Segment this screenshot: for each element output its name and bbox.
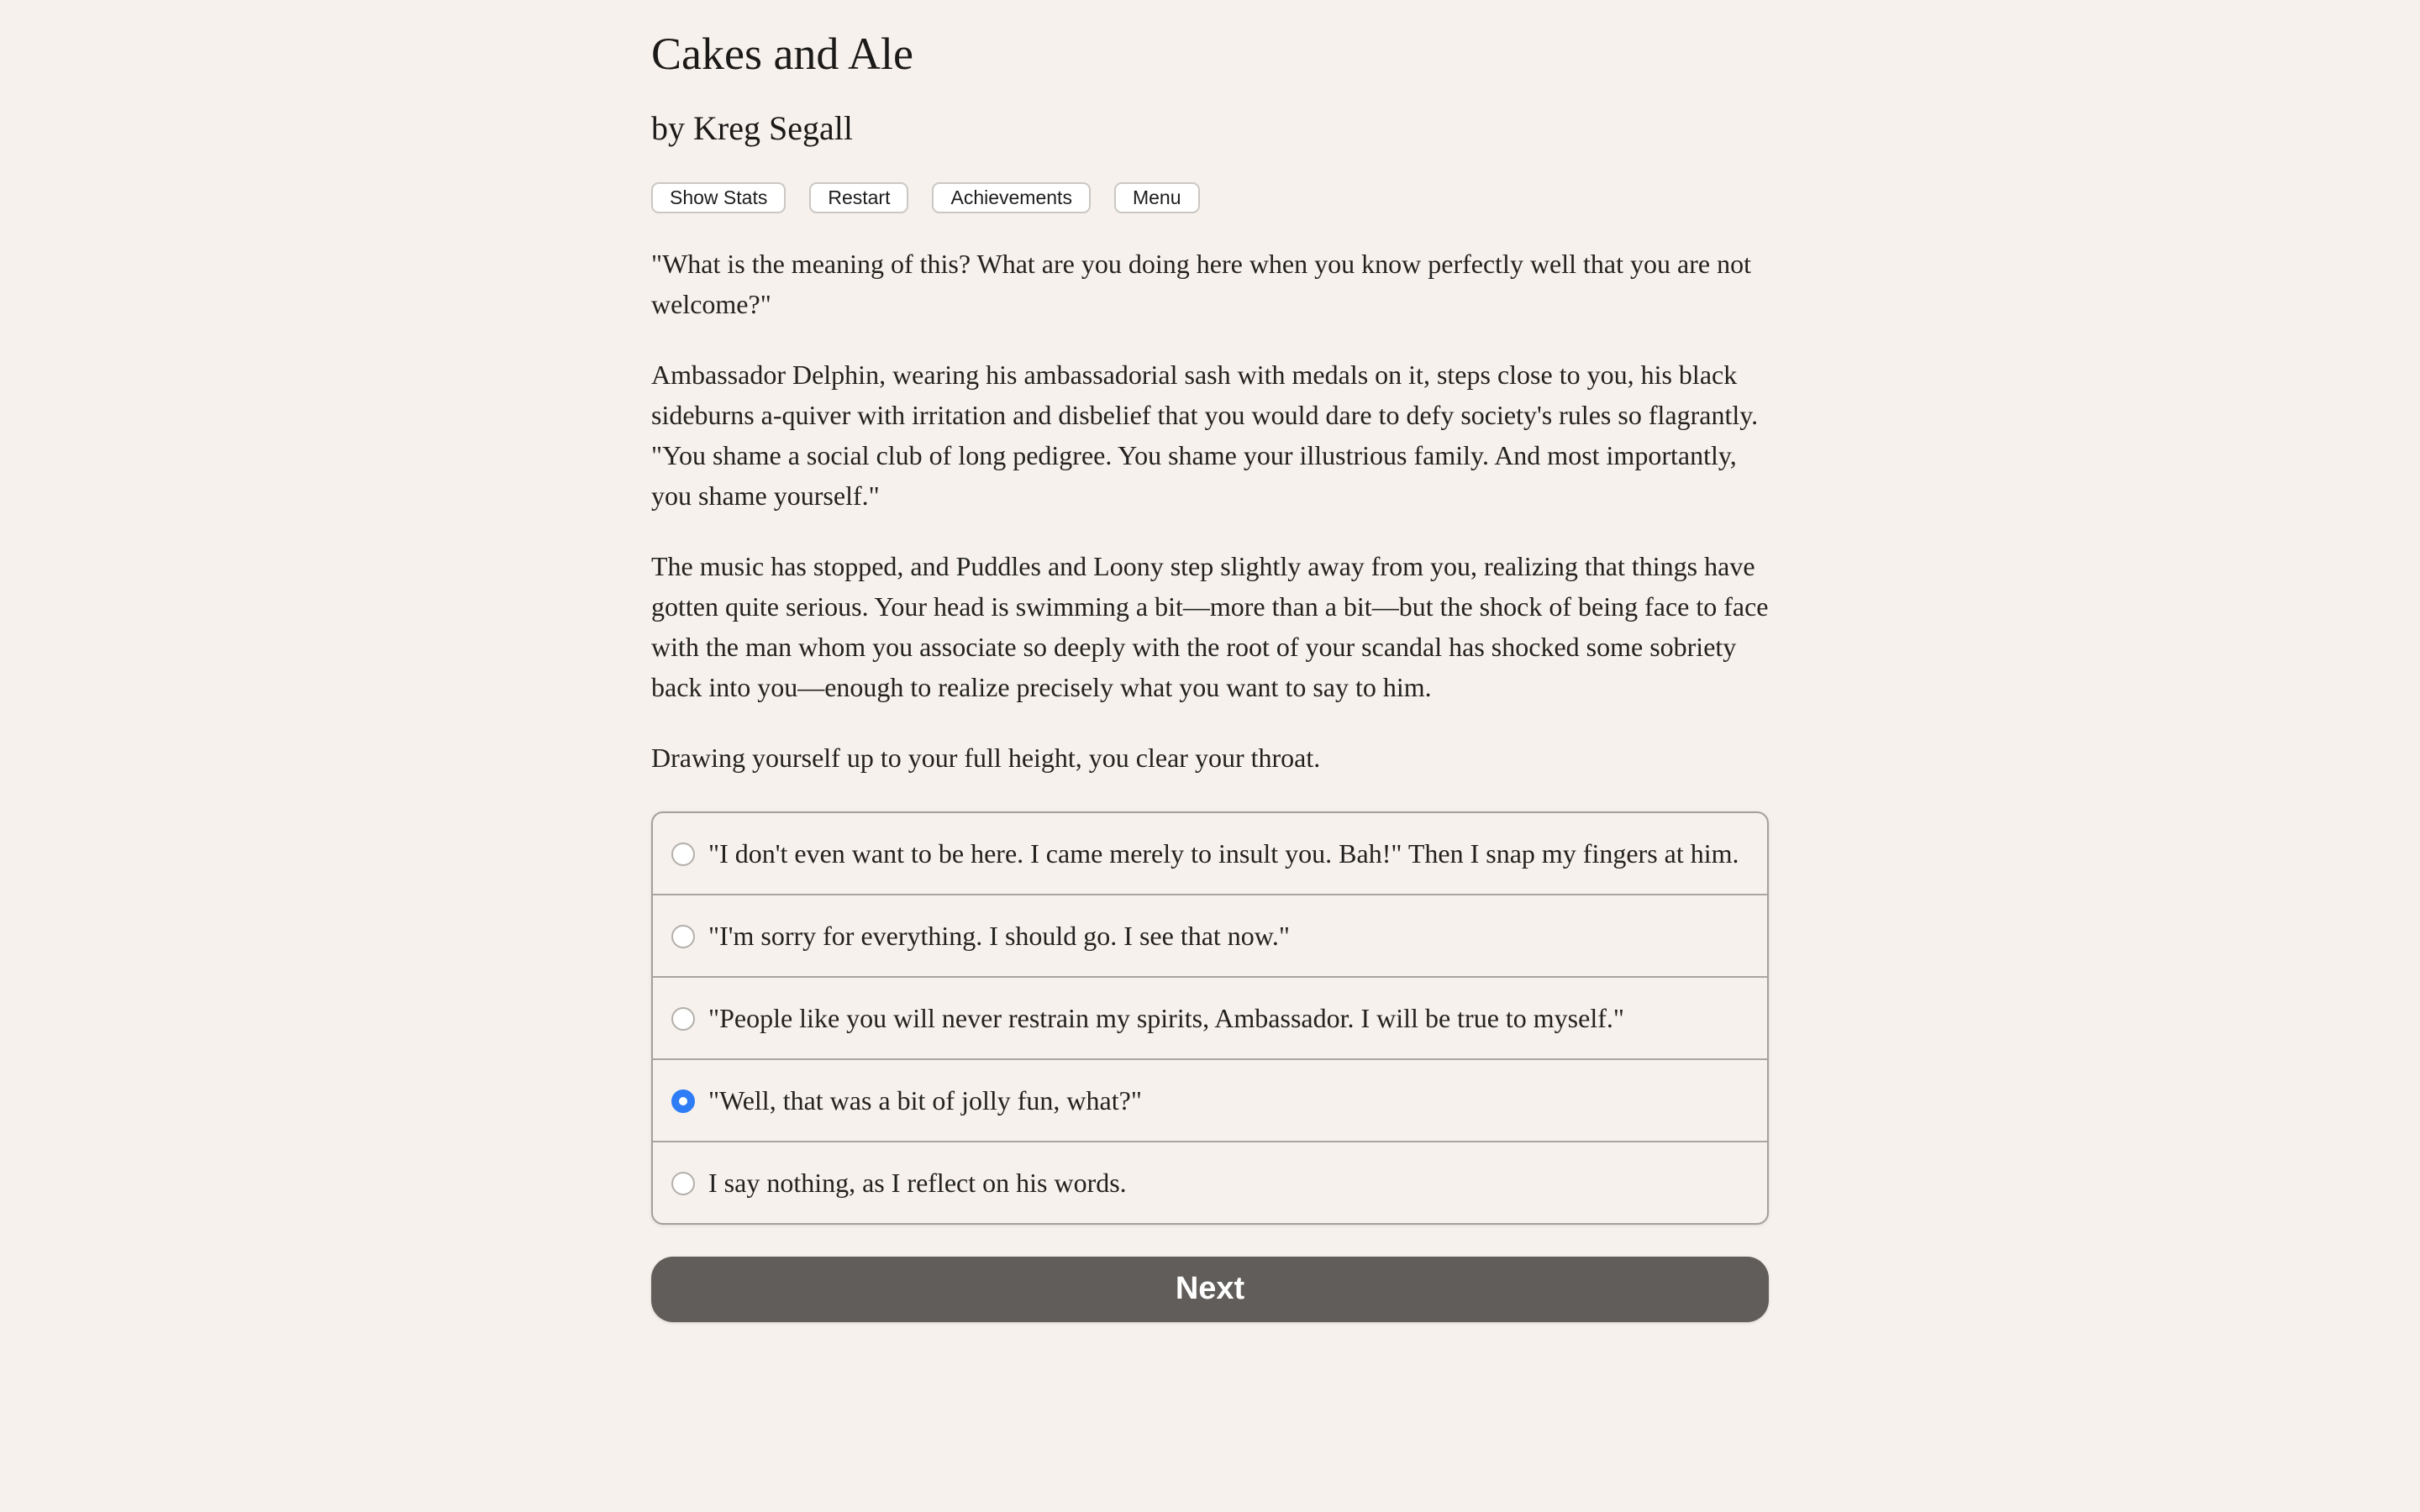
author-byline: by Kreg Segall (651, 108, 853, 147)
choice-option-label: "Well, that was a bit of jolly fun, what?" (708, 1084, 1142, 1116)
choice-option[interactable] (653, 894, 1767, 976)
radio-button[interactable] (671, 1089, 695, 1113)
choice-option-label: I say nothing, as I reflect on his words. (708, 1167, 1127, 1198)
choice-option[interactable] (653, 976, 1767, 1058)
menu-button[interactable]: Menu (1114, 182, 1200, 213)
story-column (651, 0, 1769, 1322)
story-paragraph: The music has stopped, and Puddles and Loony step slightly away from you, realizing that things have gotten quite serious. Your head is swimming a bit—more than a bit—but the shock of being face to face with the man whom you associate so deeply with the root of your scandal has shocked some sobriety back into you—enough to realize precisely what you want to say to him. (651, 550, 1769, 702)
story-paragraph: Ambassador Delphin, wearing his ambassadorial sash with medals on it, steps close to you, his black sideburns a-quiver with irritation and disbelief that you would dare to defy society's rules so flagrantly. "You shame a social club of long pedigree. You shame your illustrious family. And most importantly, you shame yourself." (651, 359, 1759, 511)
story-paragraph: Drawing yourself up to your full height, you clear your throat. (651, 742, 1321, 773)
choice-option[interactable] (653, 1058, 1767, 1141)
radio-button[interactable] (671, 1172, 695, 1195)
radio-button[interactable] (671, 1007, 695, 1031)
radio-button[interactable] (671, 925, 695, 948)
next-button[interactable]: Next (651, 1257, 1769, 1322)
game-title: Cakes and Ale (651, 29, 913, 79)
radio-button[interactable] (671, 843, 695, 866)
toolbar (651, 182, 1769, 213)
choice-option-label: "I don't even want to be here. I came merely to insult you. Bah!" Then I snap my fingers at him. (708, 837, 1739, 869)
story-paragraph: "What is the meaning of this? What are you doing here when you know perfectly well that you are not welcome?" (651, 248, 1751, 319)
restart-button[interactable]: Restart (809, 182, 908, 213)
choice-option[interactable] (653, 1141, 1767, 1223)
achievements-button[interactable]: Achievements (932, 182, 1090, 213)
choice-list (651, 811, 1769, 1225)
show-stats-button[interactable]: Show Stats (651, 182, 786, 213)
choice-option-label: "People like you will never restrain my spirits, Ambassador. I will be true to myself." (708, 1002, 1624, 1033)
story-text (651, 244, 1769, 778)
choice-option[interactable] (653, 813, 1767, 894)
choice-option-label: "I'm sorry for everything. I should go. I see that now." (708, 920, 1290, 951)
